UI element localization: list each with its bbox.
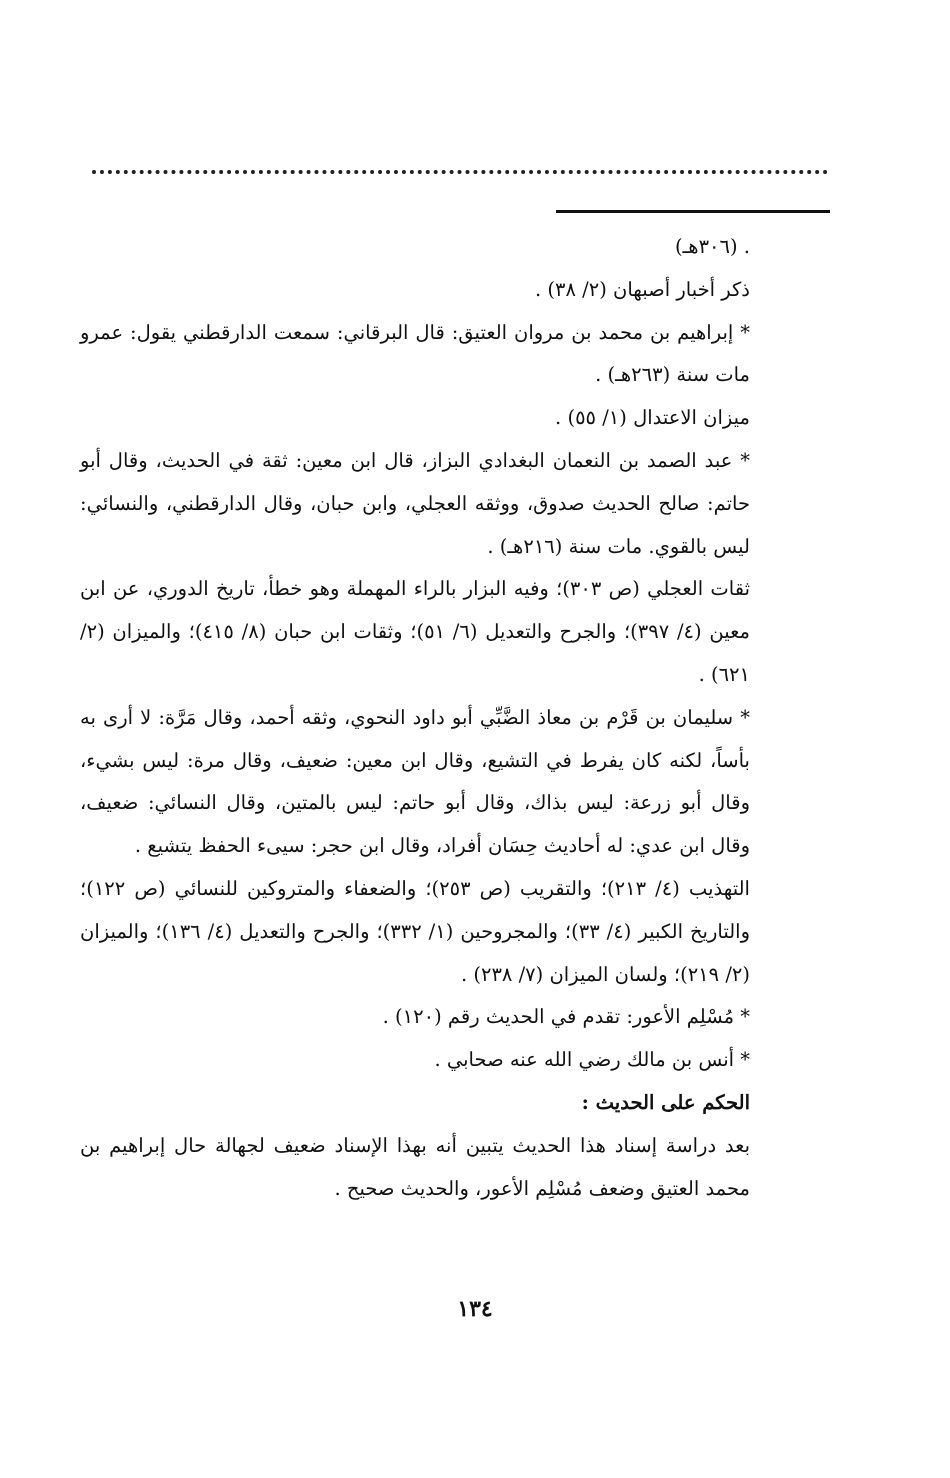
narrator-anas: * أنس بن مالك رضي الله عنه صحابي .	[434, 1048, 750, 1072]
reference-akhbar-asbahan: ذكر أخبار أصبهان (٢/ ٣٨) .	[535, 277, 750, 301]
narrator-sulayman: * سليمان بن قَرْم بن معاذ الضَّبِّي أبو داود النحوي، وثقه أحمد، وقال مَرَّة: لا أرى به بأساً، لكنه كان يفرط في التشيع، وقال ابن معين: ضعيف، وقال مرة: ليس بشيء، وقال أبو زرعة: ليس بذاك، وقال أبو حاتم: ليس بالمتين، وقال النسائي: ضعيف، وقال ابن عدي: له أحاديث حِسَان أفراد، وقال ابن حجر: سيىء الحفظ يتشيع .	[80, 705, 750, 858]
dotted-separator	[92, 170, 828, 174]
footnote-rule	[556, 210, 830, 213]
narrator-muslim: * مُسْلِم الأعور: تقدم في الحديث رقم (١٢٠) .	[382, 1005, 750, 1029]
section-heading: الحكم على الحديث :	[581, 1090, 750, 1114]
page-number: ١٣٤	[457, 1296, 493, 1322]
page-body	[80, 226, 750, 1210]
references-abdussamad: ثقات العجلي (ص ٣٠٣)؛ وفيه البزار بالراء المهملة وهو خطأ، تاريخ الدوري، عن ابن معين (٤/ ٣٩٧)؛ والجرح والتعديل (٦/ ٥١)؛ وثقات ابن حبان (٨/ ٤١٥)؛ والميزان (٢/ ٦٢١) .	[80, 577, 750, 686]
reference-mizan: ميزان الاعتدال (١/ ٥٥) .	[555, 406, 750, 430]
text-line-death-date: . (٣٠٦هـ)	[674, 235, 750, 258]
references-sulayman: التهذيب (٤/ ٢١٣)؛ والتقريب (ص ٢٥٣)؛ والضعفاء والمتروكين للنسائي (ص ١٢٢)؛ والتاريخ الكبير (٤/ ٣٣)؛ والمجروحين (١/ ٣٣٢)؛ والجرح والتعديل (٤/ ١٣٦)؛ والميزان (٢/ ٢١٩)؛ ولسان الميزان (٧/ ٢٣٨) .	[80, 876, 750, 986]
ruling-text: بعد دراسة إسناد هذا الحديث يتبين أنه بهذا الإسناد ضعيف لجهالة حال إبراهيم بن محمد العتيق وضعف مُسْلِم الأعور، والحديث صحيح .	[80, 1133, 750, 1200]
narrator-abdussamad: * عبد الصمد بن النعمان البغدادي البزاز، قال ابن معين: ثقة في الحديث، وقال أبو حاتم: صالح الحديث صدوق، ووثقه العجلي، وابن حبان، وقال الدارقطني، والنسائي: ليس بالقوي. مات سنة (٢١٦هـ) .	[80, 448, 750, 558]
narrator-ibrahim: * إبراهيم بن محمد بن مروان العتيق: قال البرقاني: سمعت الدارقطني يقول: عمرو مات سنة (٢٦٣هـ) .	[80, 320, 750, 387]
